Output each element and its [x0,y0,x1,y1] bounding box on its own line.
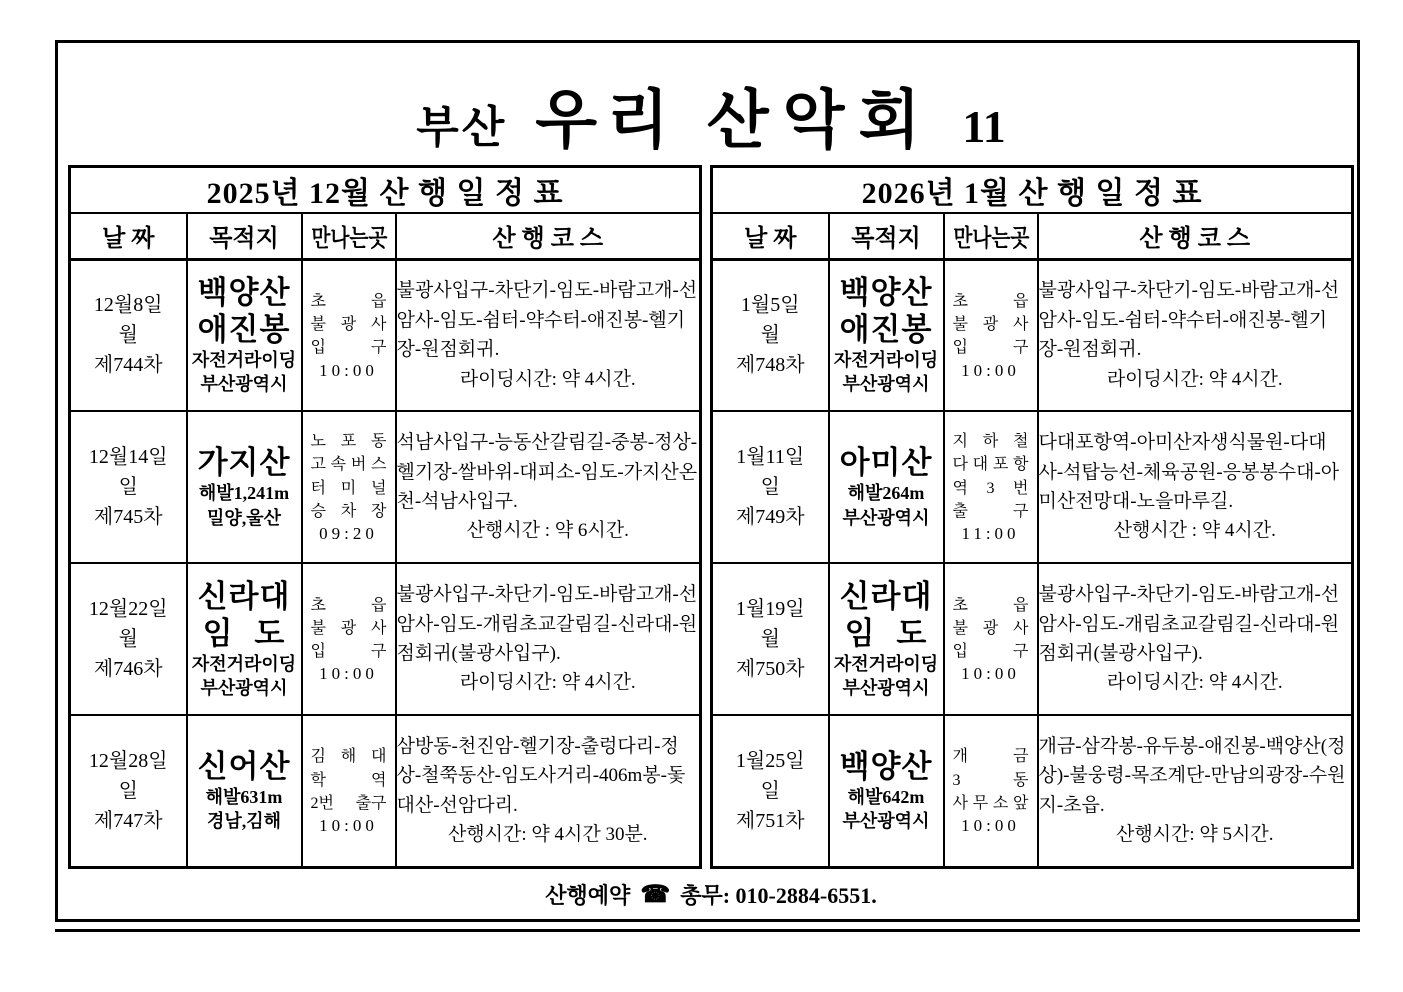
course-description: 불광사입구-차단기-임도-바람고개-선암사-임도-쉼터-약수터-애진봉-헬기장-원점회귀. [1038,280,1340,361]
meeting-time: 10:00 [961,816,1020,836]
destination-details [830,348,943,397]
meeting-place-cell [302,411,396,563]
text-line: 초 읍 [310,292,387,310]
text-line: 신라대 [197,578,291,614]
meeting-place [953,745,1029,815]
text-line: 월 [760,324,780,347]
text-line: 월 [118,324,138,347]
text-line: 불 광 사 [310,316,387,334]
text-line: 12월28일 [88,749,168,772]
phone-icon: ☎ [640,882,671,908]
text-line: 해발631m [205,787,283,808]
text-line: 12월22일 [88,598,168,620]
document-frame [55,40,1360,922]
text-line: 부산광역시 [842,507,930,528]
course-duration: 산행시간 : 약 4시간. [1113,520,1276,542]
course-cell [1038,411,1353,563]
title-city: 부산 [416,103,508,152]
meeting-place [953,290,1029,360]
meeting-place-cell [944,259,1038,411]
text-line: 자전거라이딩 [833,653,939,674]
schedule-row [712,259,1353,411]
text-line: 제744차 [93,354,163,377]
text-line: 부산광역시 [842,374,930,395]
destination-cell [187,411,302,563]
text-line: 다 대 포 항 [952,456,1029,474]
course-cell [396,715,701,867]
meeting-place [953,430,1029,523]
page-title [68,43,1354,165]
text-line: 해발642m [847,787,925,808]
text-line: 부산광역시 [842,811,930,832]
meeting-time: 10:00 [319,360,378,380]
text-line: 가지산 [197,445,291,481]
text-line: 사 무 소 앞 [952,794,1029,812]
destination-cell [829,715,944,867]
text-line: 월 [760,628,780,650]
text-line: 1월25일 [735,749,805,772]
destination-details [830,652,943,701]
text-line: 12월8일 [93,294,163,317]
schedule-row [70,563,701,715]
date-cell [70,563,187,715]
text-line: 제746차 [93,658,163,680]
destination-details [830,785,943,834]
meeting-place [311,594,387,664]
text-line: 제747차 [93,809,163,832]
table-title: 2025년 12월 산 행 일 정 표 [70,167,701,214]
text-line: 터 미 널 [310,479,387,497]
column-header-meeting-place-label: 만나는곳 [952,226,1029,253]
meeting-place-cell [944,411,1038,563]
text-line: 입 구 [952,339,1029,357]
text-line: 임 도 [844,615,928,651]
schedule-row [70,259,701,411]
meeting-time: 10:00 [319,664,378,684]
meeting-place-cell [302,563,396,715]
text-line: 12월14일 [88,446,168,468]
text-line: 노 포 동 [310,433,387,451]
text-line: 제749차 [735,506,805,528]
text-line: 부산광역시 [200,374,288,395]
column-header-course: 산 행 코 스 [396,213,701,259]
course-description: 불광사입구-차단기-임도-바람고개-선암사-임도-쉼터-약수터-애진봉-헬기장-원점회귀. [396,280,698,361]
text-line: 애진봉 [197,311,291,347]
text-line: 월 [118,628,138,650]
text-line: 부산광역시 [200,678,288,699]
destination-name [188,274,301,348]
text-line: 신어산 [197,748,291,784]
date-cell [712,259,829,411]
column-header-date: 날 짜 [712,213,829,259]
bottom-rule [55,929,1360,932]
column-header-destination: 목적지 [187,213,302,259]
destination-name [188,444,301,481]
text-line: 2번 출구 [310,794,387,812]
course-duration: 라이딩시간: 약 4시간. [459,672,636,694]
text-line: 일 [760,476,780,498]
reservation-label: 산행예약 [545,883,631,908]
destination-details [188,652,301,701]
text-line: 입 구 [310,339,387,357]
course-duration: 라이딩시간: 약 4시간. [1106,672,1283,694]
course-duration: 라이딩시간: 약 4시간. [459,368,636,390]
text-line: 1월11일 [736,446,805,468]
table-december-2025 [68,165,702,869]
text-line: 승 차 장 [310,502,387,520]
text-line: 부산광역시 [842,678,930,699]
title-name: 우리 [535,85,679,156]
date-cell [712,715,829,867]
text-line: 불 광 사 [952,316,1029,334]
meeting-time: 10:00 [961,664,1020,684]
text-line: 입 구 [310,643,387,661]
text-line: 해발1,241m [198,483,290,504]
destination-cell [829,259,944,411]
destination-name [188,748,301,785]
meeting-place-cell [302,259,396,411]
text-line: 불 광 사 [952,619,1029,637]
text-line: 제750차 [735,658,805,680]
course-description: 개금-삼각봉-유두봉-애진봉-백양산(정상)-불웅령-목조계단-만남의광장-수원지-초읍. [1038,735,1346,816]
column-header-meeting-place [944,213,1038,259]
date-cell [712,411,829,563]
column-header-destination: 목적지 [829,213,944,259]
date-cell [70,715,187,867]
text-line: 백양산 [197,274,291,310]
date-cell [70,411,187,563]
destination-cell [187,715,302,867]
column-header-row [70,213,701,259]
text-line: 입 구 [952,643,1029,661]
course-cell [1038,563,1353,715]
text-line: 역 3 번 [952,479,1029,497]
text-line: 자전거라이딩 [833,350,939,371]
text-line: 임 도 [202,615,286,651]
text-line: 아미산 [839,445,933,481]
contact-number: 총무: 010-2884-6551. [680,883,877,908]
text-line: 자전거라이딩 [191,350,297,371]
text-line: 제748차 [735,354,805,377]
text-line: 신라대 [839,578,933,614]
text-line: 초 읍 [310,596,387,614]
text-line: 초 읍 [952,292,1029,310]
course-description: 다대포항역-아미산자생식물원-다대사-석탑능선-체육공원-응봉봉수대-아미산전망대-노을마루길. [1038,432,1340,512]
text-line: 해발264m [847,483,925,504]
course-cell [396,259,701,411]
title-number: 11 [962,101,1006,152]
footer-contact [68,869,1354,921]
destination-details [830,481,943,530]
text-line: 백양산 [839,274,933,310]
meeting-place [311,430,387,523]
text-line: 초 읍 [952,596,1029,614]
text-line: 제745차 [93,506,163,528]
date-cell [70,259,187,411]
course-description: 석남사입구-능동산갈림길-중봉-정상-헬기장-쌀바위-대피소-임도-가지산온천-석남사입구. [396,432,698,512]
course-description: 삼방동-천진암-헬기장-출렁다리-정상-철쭉동산-임도사거리-406m봉-돛대산-선암다리. [396,735,686,816]
course-cell [396,411,701,563]
destination-name [830,578,943,652]
meeting-place [953,594,1029,664]
meeting-time: 11:00 [961,523,1020,543]
text-line: 고 속 버 스 [310,456,387,474]
text-line: 일 [118,476,138,498]
course-description: 불광사입구-차단기-임도-바람고개-선암사-임도-개림초교갈림길-신라대-원점회귀(불광사입구). [396,584,698,664]
text-line: 자전거라이딩 [191,653,297,674]
destination-name [830,748,943,785]
table-title-row [712,167,1353,214]
meeting-time: 09:20 [319,523,378,543]
text-line: 학 역 [310,771,387,789]
text-line: 제751차 [735,809,805,832]
table-january-2026 [710,165,1354,869]
column-header-meeting-place-label: 만나는곳 [310,226,387,253]
schedule-row [712,715,1353,867]
schedule-row [70,411,701,563]
table-title: 2026년 1월 산 행 일 정 표 [712,167,1353,214]
meeting-time: 10:00 [961,360,1020,380]
schedule-tables [68,165,1354,869]
destination-details [188,481,301,530]
meeting-place-cell [302,715,396,867]
course-duration: 산행시간: 약 4시간 30분. [447,824,648,846]
destination-cell [187,563,302,715]
date-cell [712,563,829,715]
destination-cell [829,563,944,715]
destination-name [830,274,943,348]
column-header-row [712,213,1353,259]
text-line: 김 해 대 [310,748,387,766]
text-line: 1월5일 [740,294,800,317]
destination-cell [829,411,944,563]
meeting-time: 10:00 [319,816,378,836]
schedule-row [712,563,1353,715]
table-title-row [70,167,701,214]
text-line: 일 [118,779,138,802]
column-header-date: 날 짜 [70,213,187,259]
title-suffix: 산악회 [706,85,935,156]
column-header-course: 산 행 코 스 [1038,213,1353,259]
meeting-place [311,745,387,815]
text-line: 지 하 철 [952,433,1029,451]
text-line: 애진봉 [839,311,933,347]
text-line: 불 광 사 [310,619,387,637]
text-line: 개 금 [952,748,1029,766]
course-duration: 라이딩시간: 약 4시간. [1106,368,1283,390]
meeting-place-cell [944,715,1038,867]
column-header-meeting-place [302,213,396,259]
destination-cell [187,259,302,411]
course-duration: 산행시간: 약 5시간. [1115,824,1274,846]
schedule-row [712,411,1353,563]
course-cell [1038,259,1353,411]
destination-name [188,578,301,652]
text-line: 3 동 [952,771,1029,789]
text-line: 백양산 [839,748,933,784]
text-line: 일 [760,779,780,802]
meeting-place-cell [944,563,1038,715]
destination-details [188,348,301,397]
meeting-place [311,290,387,360]
course-description: 불광사입구-차단기-임도-바람고개-선암사-임도-개림초교갈림길-신라대-원점회귀(불광사입구). [1038,584,1340,664]
text-line: 출 구 [952,502,1029,520]
text-line: 경남,김해 [206,811,282,832]
schedule-row [70,715,701,867]
destination-name [830,444,943,481]
text-line: 1월19일 [735,598,805,620]
course-cell [1038,715,1353,867]
course-cell [396,563,701,715]
destination-details [188,785,301,834]
course-duration: 산행시간 : 약 6시간. [466,520,629,542]
text-line: 밀양,울산 [206,507,282,528]
